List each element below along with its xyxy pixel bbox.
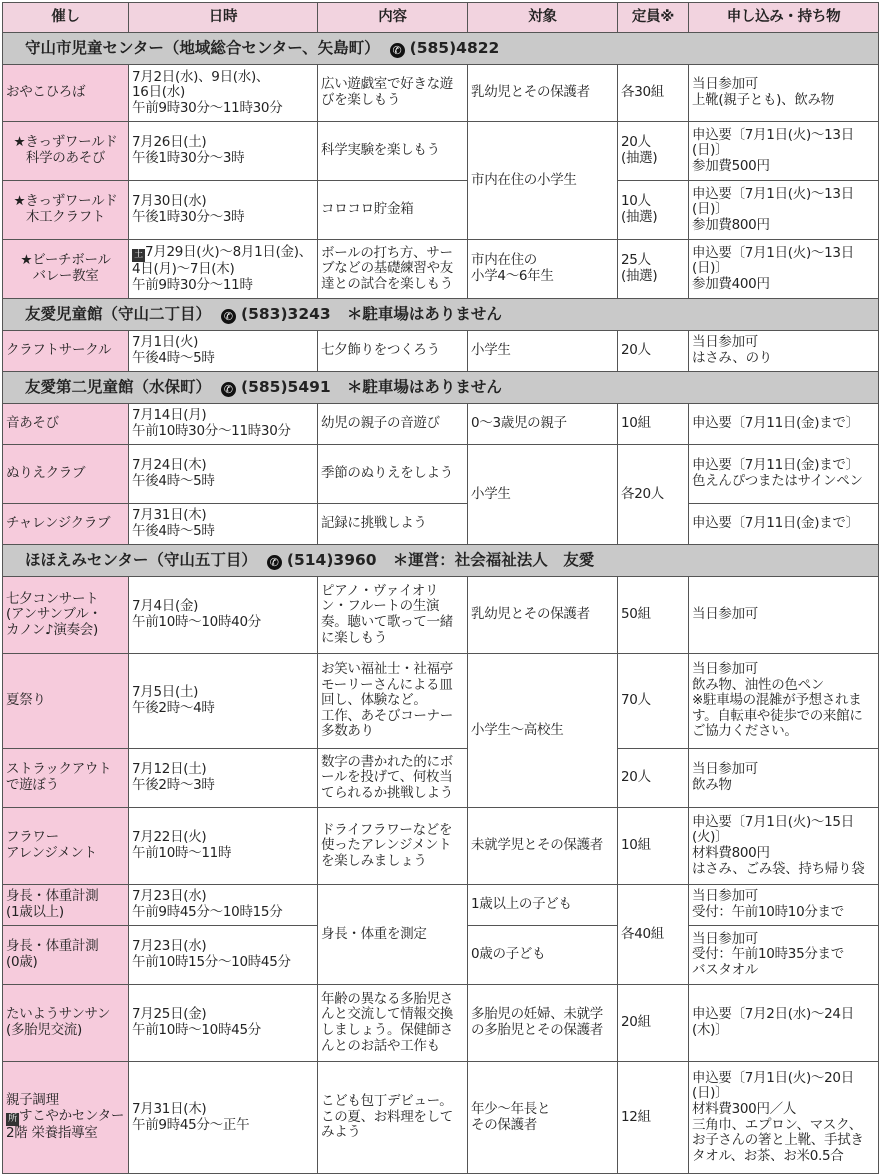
section-name: ほほえみセンター（守山五丁目） [25,550,257,569]
event-name: 身長・体重計測 (0歳) [3,926,129,985]
table-row [3,1062,879,1174]
event-apply: 申込要〔7月2日(水)～24日(木)〕 [689,985,879,1062]
event-content: 科学実験を楽しもう [318,122,468,181]
event-apply: 申込要〔7月11日(金)まで〕 色えんぴつまたはサインペン [689,445,879,504]
event-content: 身長・体重を測定 [318,885,468,985]
event-capacity: 20人 [618,749,689,808]
event-target: 0歳の子ども [468,926,618,985]
event-datetime: 7月26日(土) 午後1時30分～3時 [129,122,318,181]
event-datetime: 7月25日(金) 午前10時～10時45分 [129,985,318,1062]
section-row [3,299,879,331]
header-row [3,3,879,33]
table-row [3,65,879,122]
event-content: 幼児の親子の音遊び [318,404,468,445]
table-row [3,885,879,926]
phone-icon: ✆ [390,43,405,58]
event-target: 小学生 [468,331,618,372]
event-apply: 申込要〔7月1日(火)～13日(日)〕 参加費800円 [689,181,879,240]
event-content: ボールの打ち方、サーブなどの基礎練習や友達との試合を楽しもう [318,240,468,299]
event-content: コロコロ貯金箱 [318,181,468,240]
event-venue: すこやかセンター 2階 栄養指導室 [6,1108,125,1141]
event-datetime: 7月23日(水) 午前10時15分～10時45分 [129,926,318,985]
event-datetime-text: 7月29日(火)～8月1日(金)、 4日(月)～7日(木) 午前9時30分～11時 [132,243,312,293]
event-datetime: 7月2日(水)、9日(水)、 16日(水) 午前9時30分～11時30分 [129,65,318,122]
section-row [3,33,879,65]
section-header [3,299,879,331]
event-content: こども包丁デビュー。この夏、お料理をしてみよう [318,1062,468,1174]
event-apply: 当日参加可 はさみ、のり [689,331,879,372]
table-row [3,240,879,299]
section-header [3,545,879,577]
event-apply: 当日参加可 飲み物、油性の色ペン ※駐車場の混雑が予想されます。自転車や徒歩での来館にご協力ください。 [689,654,879,749]
section-note: ＊駐車場はありません [346,377,502,396]
event-capacity: 20人 [618,331,689,372]
event-apply: 当日参加可 [689,577,879,654]
event-target: 小学生 [468,445,618,545]
event-datetime: 7月12日(土) 午後2時～3時 [129,749,318,808]
event-apply: 申込要〔7月11日(金)まで〕 [689,504,879,545]
event-apply: 当日参加可 飲み物 [689,749,879,808]
phone-icon: ✆ [221,309,236,324]
events-table [2,2,879,1174]
header-datetime: 日時 [129,3,318,33]
table-row [3,331,879,372]
phone-icon: ✆ [267,555,282,570]
event-apply: 当日参加可 受付：午前10時35分まで バスタオル [689,926,879,985]
event-content: 季節のぬりえをしよう [318,445,468,504]
event-name: クラフトサークル [3,331,129,372]
event-apply: 当日参加可 受付：午前10時10分まで [689,885,879,926]
saturday-mark-icon: 土 [132,249,145,262]
table-row [3,985,879,1062]
table-row [3,404,879,445]
event-apply: 当日参加可 上靴(親子とも)、飲み物 [689,65,879,122]
event-target: 1歳以上の子ども [468,885,618,926]
event-datetime: 7月23日(水) 午前9時45分～10時15分 [129,885,318,926]
section-tel: (585)4822 [409,38,500,57]
event-target: 乳幼児とその保護者 [468,577,618,654]
event-target: 小学生～高校生 [468,654,618,808]
event-content: 数字の書かれた的にボールを投げて、何枚当てられるか挑戦しよう [318,749,468,808]
event-name: ★ビーチボール バレー教室 [3,240,129,299]
event-target: 市内在住の 小学4～6年生 [468,240,618,299]
table-row [3,122,879,181]
event-datetime: 7月5日(土) 午後2時～4時 [129,654,318,749]
event-content: 広い遊戯室で好きな遊びを楽しもう [318,65,468,122]
header-content: 内容 [318,3,468,33]
table-row [3,577,879,654]
event-capacity: 各40組 [618,885,689,985]
event-datetime: 7月31日(木) 午後4時～5時 [129,504,318,545]
section-tel: (514)3960 [286,550,377,569]
event-name: フラワー アレンジメント [3,808,129,885]
event-apply: 申込要〔7月1日(火)～13日(日)〕 参加費500円 [689,122,879,181]
table-row [3,749,879,808]
event-content: お笑い福祉士・社福亭モーリーさんによる皿回し、体験など。 工作、あそびコーナー多数あり [318,654,468,749]
section-note: ＊運営：社会福祉法人 友愛 [392,550,595,569]
event-content: 年齢の異なる多胎児さんと交流して情報交換しましょう。保健師さんとのお話や工作も [318,985,468,1062]
event-capacity: 10組 [618,404,689,445]
table-row [3,181,879,240]
event-name: ぬりえクラブ [3,445,129,504]
section-note: ＊駐車場はありません [346,304,502,323]
table-row [3,445,879,504]
event-target: 年少～年長と その保護者 [468,1062,618,1174]
event-capacity: 各20人 [618,445,689,545]
event-apply: 申込要〔7月1日(火)～13日(日)〕 参加費400円 [689,240,879,299]
event-name: 夏祭り [3,654,129,749]
event-capacity: 20組 [618,985,689,1062]
header-capacity: 定員※ [618,3,689,33]
event-capacity: 10組 [618,808,689,885]
phone-icon: ✆ [221,382,236,397]
event-name: ★きっずワールド 木工クラフト [3,181,129,240]
section-tel: (585)5491 [241,377,331,396]
event-datetime: 7月30日(水) 午後1時30分～3時 [129,181,318,240]
event-title: 親子調理 [6,1092,59,1109]
event-capacity: 70人 [618,654,689,749]
venue-mark-icon: 所 [6,1113,19,1126]
event-capacity: 各30組 [618,65,689,122]
table-row [3,808,879,885]
event-name: 身長・体重計測 (1歳以上) [3,885,129,926]
event-name: たいようサンサン (多胎児交流) [3,985,129,1062]
table-row [3,654,879,749]
section-header [3,372,879,404]
event-target: 乳幼児とその保護者 [468,65,618,122]
section-row [3,545,879,577]
event-target: 多胎児の妊婦、未就学の多胎児とその保護者 [468,985,618,1062]
event-target: 0～3歳児の親子 [468,404,618,445]
header-event: 催し [3,3,129,33]
table-row [3,504,879,545]
event-target: 市内在住の小学生 [468,122,618,240]
event-datetime: 7月1日(火) 午後4時～5時 [129,331,318,372]
event-name: おやこひろば [3,65,129,122]
section-header [3,33,879,65]
section-name: 守山市児童センター（地域総合センター、矢島町） [25,38,380,57]
event-name: チャレンジクラブ [3,504,129,545]
event-content: 記録に挑戦しよう [318,504,468,545]
event-content: ドライフラワーなどを使ったアレンジメントを楽しみましょう [318,808,468,885]
event-name: ★きっずワールド 科学のあそび [3,122,129,181]
event-capacity: 20人 (抽選) [618,122,689,181]
section-row [3,372,879,404]
event-name: ストラックアウト で遊ぼう [3,749,129,808]
event-datetime: 7月22日(火) 午前10時～11時 [129,808,318,885]
event-content: 七夕飾りをつくろう [318,331,468,372]
section-tel: (583)3243 [241,304,331,323]
section-name: 友愛児童館（守山二丁目） [25,304,212,323]
event-capacity: 25人 (抽選) [618,240,689,299]
event-capacity: 50組 [618,577,689,654]
event-datetime [129,240,318,299]
event-datetime: 7月24日(木) 午後4時～5時 [129,445,318,504]
event-datetime: 7月14日(月) 午前10時30分～11時30分 [129,404,318,445]
event-target: 未就学児とその保護者 [468,808,618,885]
event-content: ピアノ・ヴァイオリン・フルートの生演奏。聴いて歌って一緒に楽しもう [318,577,468,654]
event-apply: 申込要〔7月1日(火)～15日(火)〕 材料費800円 はさみ、ごみ袋、持ち帰り袋 [689,808,879,885]
event-name: 音あそび [3,404,129,445]
section-name: 友愛第二児童館（水保町） [25,377,212,396]
header-apply: 申し込み・持ち物 [689,3,879,33]
event-capacity: 12組 [618,1062,689,1174]
header-target: 対象 [468,3,618,33]
event-name: 七夕コンサート (アンサンブル・ カノン♪演奏会) [3,577,129,654]
event-apply: 申込要〔7月11日(金)まで〕 [689,404,879,445]
event-name [3,1062,129,1174]
event-datetime: 7月31日(木) 午前9時45分～正午 [129,1062,318,1174]
event-capacity: 10人 (抽選) [618,181,689,240]
event-apply: 申込要〔7月1日(火)～20日(日)〕 材料費300円／人 三角巾、エプロン、マスク、お子さんの箸と上靴、手拭きタオル、お茶、お米0.5合 [689,1062,879,1174]
event-datetime: 7月4日(金) 午前10時～10時40分 [129,577,318,654]
